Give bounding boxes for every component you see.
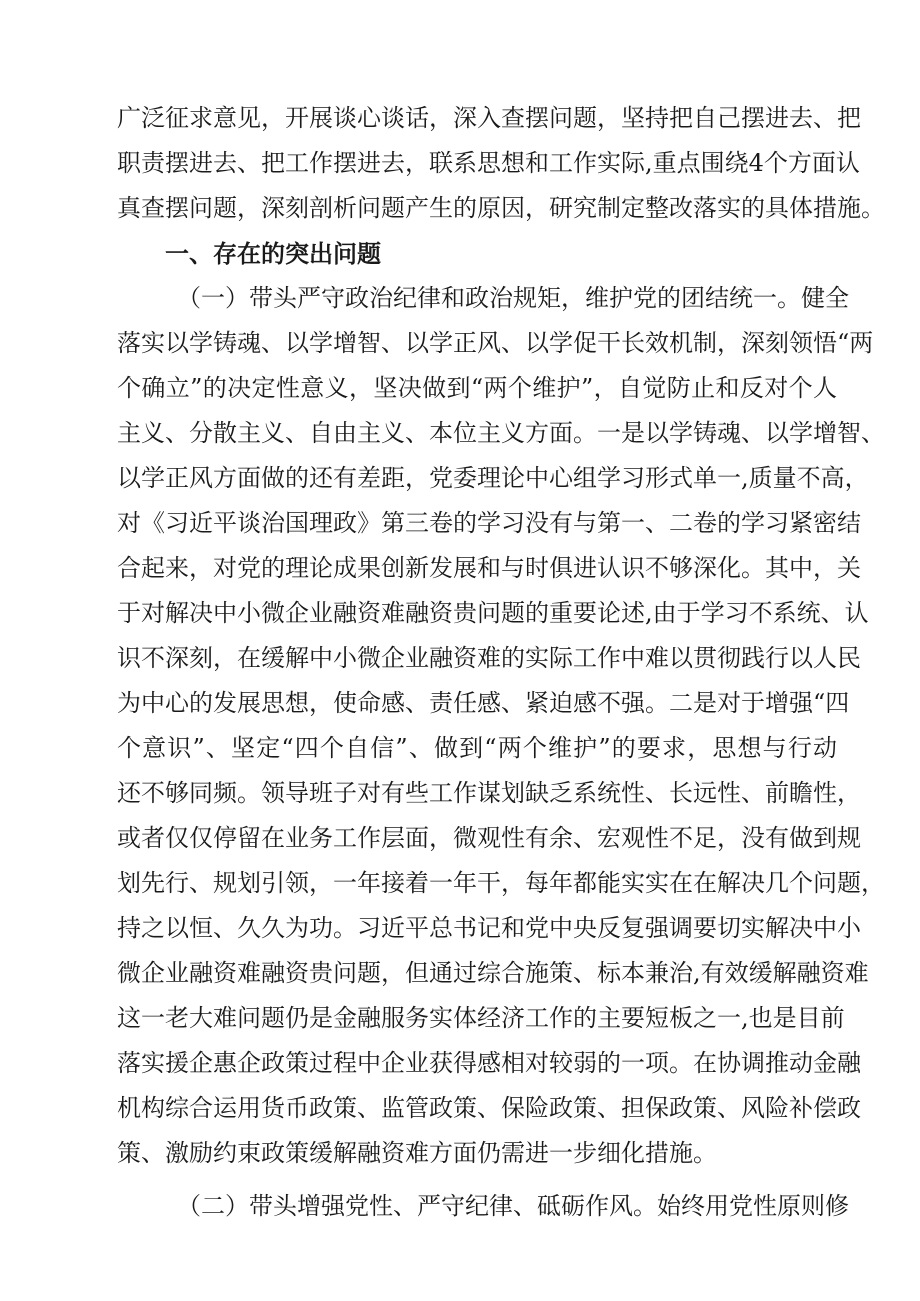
paragraph-line: 个意识”、坚定“四个自信”、做到“两个维护”的要求，思想与行动 [117,734,837,762]
paragraph-line: 落实援企惠企政策过程中企业获得感相对较弱的一项。在协调推动金融 [117,1049,861,1077]
intro-line: 职责摆进去、把工作摆进去，联系思想和工作实际,重点围绕4个方面认 [117,149,860,177]
paragraph-line: 这一老大难问题仍是金融服务实体经济工作的主要短板之一,也是目前 [117,1004,845,1032]
section-heading: 一、存在的突出问题 [165,239,381,268]
intro-line: 真查摆问题，深刻剖析问题产生的原因，研究制定整改落实的具体措施。 [117,194,885,222]
document-body [117,96,885,1229]
paragraph-line: 策、激励约束政策缓解融资难方面仍需进一步细化措施。 [117,1139,717,1167]
intro-line: 广泛征求意见，开展谈心谈话，深入查摆问题，坚持把自己摆进去、把 [117,104,861,132]
paragraph-line: 落实以学铸魂、以学增智、以学正风、以学促干长效机制，深刻领悟“两 [117,329,874,357]
paragraph-line: 识不深刻，在缓解中小微企业融资难的实际工作中难以贯彻践行以人民 [117,644,861,672]
paragraph-line: 还不够同频。领导班子对有些工作谋划缺乏系统性、长远性、前瞻性， [117,779,861,807]
paragraph-line: 为中心的发展思想，使命感、责任感、紧迫感不强。二是对于增强“四 [117,689,850,717]
paragraph-line: 或者仅仅停留在业务工作层面，微观性有余、宏观性不足，没有做到规 [117,824,861,852]
paragraph-line: 持之以恒、久久为功。习近平总书记和党中央反复强调要切实解决中小 [117,914,861,942]
paragraph-line: （一）带头严守政治纪律和政治规矩，维护党的团结统一。健全 [177,284,849,312]
paragraph-line: 对《习近平谈治国理政》第三卷的学习没有与第一、二卷的学习紧密结 [117,509,861,537]
paragraph-line: 微企业融资难融资贵问题，但通过综合施策、标本兼治,有效缓解融资难 [117,959,869,987]
paragraph-line: 以学正风方面做的还有差距，党委理论中心组学习形式单一,质量不高， [117,464,869,492]
paragraph-line: 主义、分散主义、自由主义、本位主义方面。一是以学铸魂、以学增智、 [117,419,885,447]
paragraph-line: 机构综合运用货币政策、监管政策、保险政策、担保政策、风险补偿政 [117,1094,861,1122]
paragraph-line: 个确立”的决定性意义，坚决做到“两个维护”，自觉防止和反对个人 [117,374,837,402]
paragraph-spacer [117,1176,837,1184]
paragraph-line: 划先行、规划引领，一年接着一年干，每年都能实实在在解决几个问题， [117,869,885,897]
paragraph-line: 合起来，对党的理论成果创新发展和与时俱进认识不够深化。其中，关 [117,554,861,582]
paragraph-line: 于对解决中小微企业融资难融资贵问题的重要论述,由于学习不系统、认 [117,599,869,627]
paragraph-line: （二）带头增强党性、严守纪律、砥砺作风。始终用党性原则修 [177,1192,849,1220]
